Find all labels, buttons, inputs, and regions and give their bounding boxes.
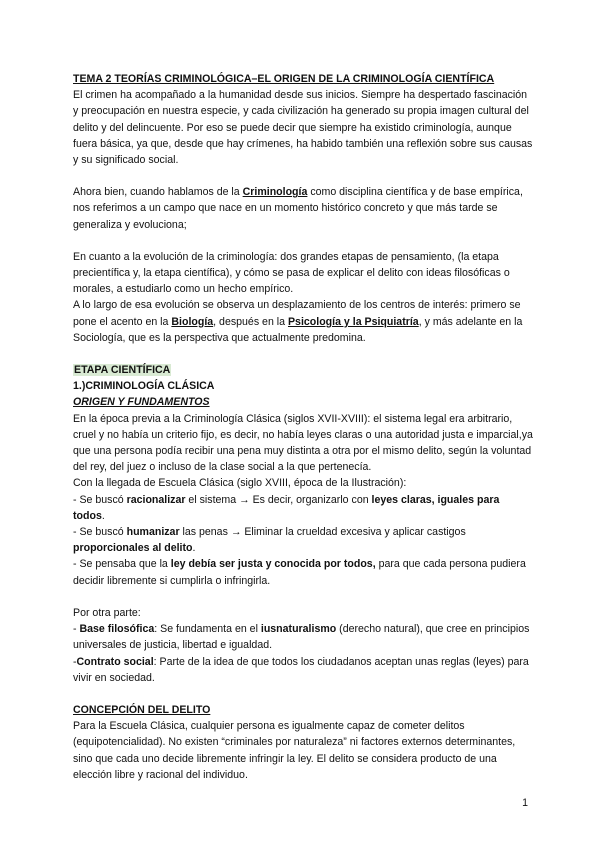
bold-run: ley debía ser justa y conocida por todos,	[170, 558, 376, 571]
origen-heading: ORIGEN Y FUNDAMENTOS	[73, 396, 210, 409]
intro-paragraph-3: En cuanto a la evolución de la criminología: dos grandes etapas de pensamiento, (la etapa precientífica y, la etapa científica), y cómo se pasa de explicar el delito con ideas filosóficas o morales, a estudiarlo como un hecho empírico.	[73, 250, 510, 296]
criminologia-term: Criminología	[242, 186, 308, 199]
etapa-paragraph-1: En la época previa a la Criminología Clásica (siglos XVII-XVIII): el sistema legal era arbitrario, cruel y no había un criterio fijo, es decir, no había leyes claras o una autoridad justa e imparcial,ya que una persona podía recibir una pena muy distinta a otra por el mismo delito, según la voluntad del rey, del juez o incluso de la clase social a la que pertenecía.	[73, 412, 533, 474]
bold-run: humanizar	[126, 526, 180, 539]
text-run: .	[192, 542, 196, 555]
etapa-paragraph-2: Con la llegada de Escuela Clásica (siglo XVIII, época de la Ilustración):	[73, 477, 407, 490]
text-run: A lo largo de esa evolución se observa un desplazamiento de los centros de interés: primero se pone el acento en la	[73, 299, 521, 328]
text-run: (derecho natural), que cree en principios universales de justicia, libertad e igualdad.	[73, 623, 530, 652]
bold-run: proporcionales al delito	[73, 542, 193, 555]
text-run: : Parte de la idea de que todos los ciudadanos aceptan unas reglas (leyes) para vivir en sociedad.	[73, 655, 529, 684]
bold-run: Base filosófica	[79, 623, 155, 636]
intro-paragraph-4	[73, 297, 533, 346]
text-run: -	[73, 623, 80, 636]
bullet-base-filosofica	[73, 621, 533, 653]
bold-run: racionalizar	[126, 493, 186, 506]
concepcion-heading: CONCEPCIÓN DEL DELITO	[73, 703, 211, 716]
concepcion-paragraph: Para la Escuela Clásica, cualquier persona es igualmente capaz de cometer delitos (equipotencialidad). No existen “criminales por naturaleza” ni factores externos determinantes, sino que cada uno decide libremente infringir la ley. El delito se considera producto de una elección libre y racional del individuo.	[73, 720, 516, 781]
bullet-contrato-social	[73, 654, 533, 686]
text-run: , después en la	[213, 315, 288, 328]
bullet-racionalizar	[73, 492, 533, 524]
text-run: para que cada persona pudiera decidir libremente si cumplirla o infringirla.	[73, 558, 526, 587]
document-title: TEMA 2 TEORÍAS CRIMINOLÓGICA–EL ORIGEN DE LA CRIMINOLOGÍA CIENTÍFICA	[73, 73, 495, 85]
psicologia-term: Psicología y la Psiquiatría	[287, 315, 419, 328]
text-run: , y más adelante en la Sociología, que es la perspectiva que actualmente predomina.	[73, 315, 523, 344]
text-run: el sistema → Es decir, organizarlo con	[185, 493, 372, 506]
text-run: .	[101, 509, 105, 522]
text-run: las penas → Eliminar la crueldad excesiva y aplicar castigos	[179, 526, 466, 539]
etapa-heading	[73, 362, 533, 378]
text-run: - Se buscó	[73, 493, 127, 506]
intro-paragraph-1: El crimen ha acompañado a la humanidad desde sus inicios. Siempre ha despertado fascinación y preocupación en nuestra especie, y cada civilización ha generado su propia imagen cultural del delito y del delincuente. Por eso se puede decir que siempre ha existido criminología, aunque fuera básica, ya que, desde que hay crímenes, ha habido también una reflexión sobre sus causas y su significado social.	[73, 89, 533, 167]
intro-paragraph-2	[73, 184, 533, 233]
bold-run: leyes claras, iguales para todos	[73, 493, 500, 522]
biologia-term: Biología	[171, 315, 214, 328]
page-number: 1	[522, 797, 528, 809]
text-run: - Se buscó	[73, 526, 127, 539]
bold-run: Contrato social	[76, 655, 154, 668]
text-run: : Se fundamenta en el	[154, 623, 261, 636]
document-page	[73, 71, 533, 783]
text-run: - Se pensaba que la	[73, 558, 171, 571]
etapa-paragraph-3: Por otra parte:	[73, 606, 141, 619]
etapa-heading-text: ETAPA CIENTÍFICA	[74, 364, 171, 377]
text-run: como disciplina científica y de base empírica, nos referimos a un campo que nace en un momento histórico concreto y que más tarde se generaliza y evoluciona;	[73, 186, 523, 231]
text-run: -	[73, 655, 77, 668]
bullet-ley-justa	[73, 556, 533, 588]
text-run: Ahora bien, cuando hablamos de la	[73, 186, 243, 199]
bullet-humanizar	[73, 524, 533, 556]
bold-run: iusnaturalismo	[260, 623, 337, 636]
criminologia-clasica-heading: 1.)CRIMINOLOGÍA CLÁSICA	[73, 380, 215, 393]
